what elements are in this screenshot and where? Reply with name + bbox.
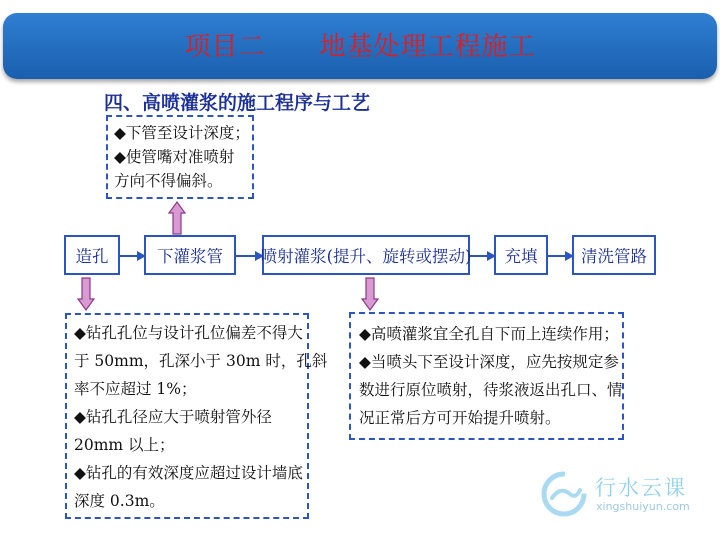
note-line: ◆钻孔孔位与设计孔位偏差不得大 xyxy=(74,324,303,342)
note-line: 方向不得偏斜。 xyxy=(114,172,223,190)
step-drill-hole: 造孔 xyxy=(64,235,120,275)
step-clean-pipeline: 清洗管路 xyxy=(572,235,656,275)
flow-arrow xyxy=(470,255,494,257)
page-title: 项目二 地基处理工程施工 xyxy=(184,32,536,62)
flow-arrow xyxy=(120,255,144,257)
down-arrow-icon xyxy=(361,277,379,311)
title-banner xyxy=(3,13,717,79)
note-line: ◆当喷头下至设计深度，应先按规定参 xyxy=(359,353,619,371)
watermark-name: 行水云课 xyxy=(595,476,687,500)
step-lower-pipe: 下灌浆管 xyxy=(144,235,236,275)
watermark-url: xingshuiyun.com xyxy=(596,500,690,513)
note-line: 率不应超过 1%； xyxy=(74,380,197,398)
step-backfill: 充填 xyxy=(494,235,548,275)
note-line: 20mm 以上； xyxy=(74,436,175,454)
note-line: 于 50mm，孔深小于 30m 时，孔斜 xyxy=(74,352,328,370)
note-insert-pipe xyxy=(106,115,254,199)
down-arrow-icon xyxy=(77,277,95,311)
section-title: 四、高喷灌浆的施工程序与工艺 xyxy=(104,92,371,114)
note-line: ◆钻孔的有效深度应超过设计墙底 xyxy=(74,464,303,482)
note-line: ◆高喷灌浆宜全孔自下而上连续作用； xyxy=(359,325,619,343)
note-drilling xyxy=(65,313,328,519)
note-line: 况正常后方可开始提升喷射。 xyxy=(359,409,561,427)
step-jet-grouting: 喷射灌浆(提升、旋转或摆动) xyxy=(262,235,470,275)
up-arrow-icon xyxy=(168,201,186,235)
flow-arrow xyxy=(236,255,262,257)
note-line: ◆使管嘴对准喷射 xyxy=(114,148,235,166)
note-line: ◆钻孔孔径应大于喷射管外径 xyxy=(74,408,272,426)
note-jet-grouting xyxy=(349,312,624,440)
note-line: 深度 0.3m。 xyxy=(74,492,165,510)
note-line: 数进行原位喷射，待浆液返出孔口、情 xyxy=(359,381,623,399)
flow-arrow xyxy=(548,255,572,257)
note-line: ◆下管至设计深度； xyxy=(114,124,250,142)
